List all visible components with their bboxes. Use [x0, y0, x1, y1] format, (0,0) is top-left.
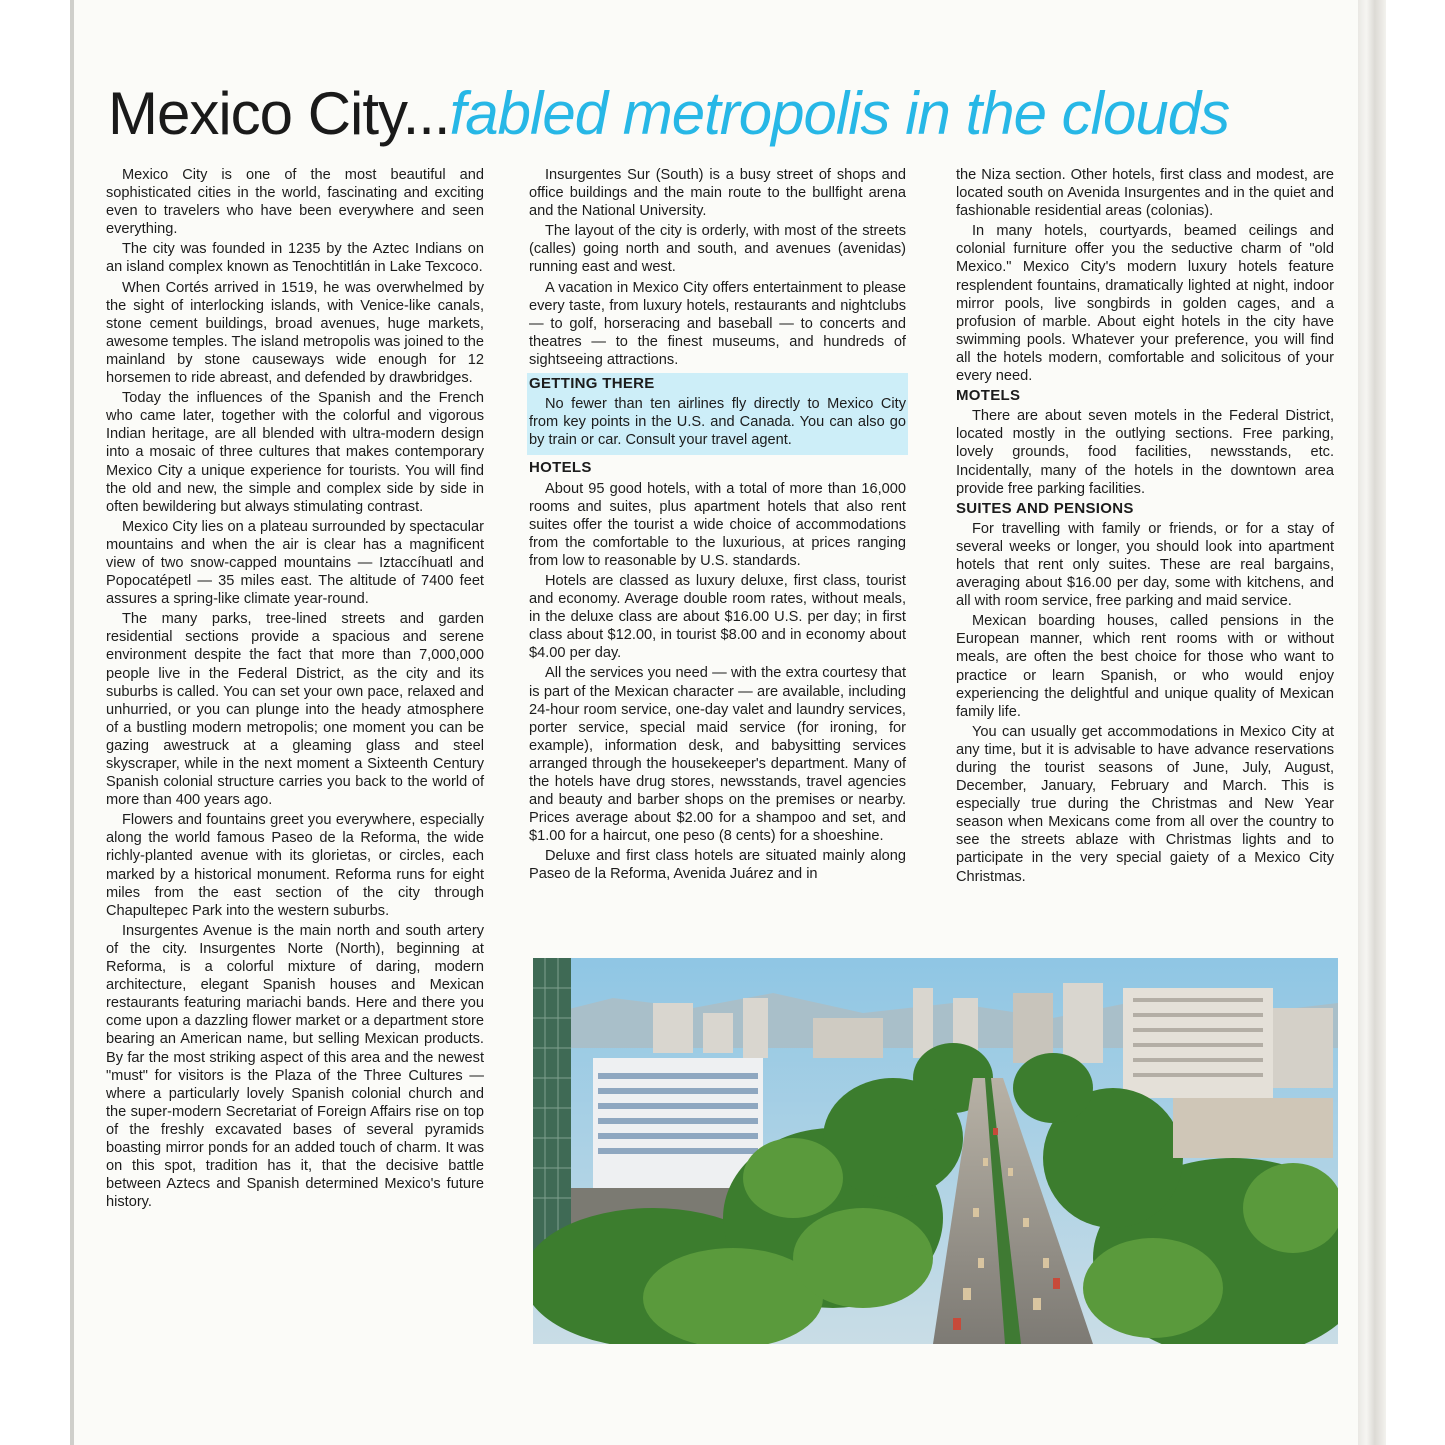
reforma-avenue-photo — [533, 958, 1338, 1344]
column-1 — [106, 166, 484, 1213]
paragraph: There are about seven motels in the Federal District, located mostly in the outlying sections. Free parking, lovely grounds, food facilities, newsstands, etc. Incidentally, many of the hotels in the downtown area provide free parking facilities. — [956, 408, 1334, 497]
paragraph: Insurgentes Sur (South) is a busy street of shops and office buildings and the main route to the bullfight arena and the National University. — [529, 167, 906, 220]
paragraph: All the services you need — with the extra courtesy that is part of the Mexican character — are available, including 24-hour room service, one-day valet and laundry services, porter service, special maid service (for ironing, for example), information desk, and babysitting services arranged through the housekeeper's department. Many of the hotels have drug stores, newsstands, travel agencies and beauty and barber shops on the premises or nearby. Prices average about $2.00 for a shampoo and set, and $1.00 for a haircut, one peso (8 cents) for a shoeshine. — [529, 665, 906, 845]
page-title — [108, 78, 1308, 150]
paragraph: Today the influences of the Spanish and the French who came later, together with the colorful and vigorous Indian heritage, are all blended with ultra-modern design into a mosaic of three cultures that makes contemporary Mexico City a unique experience for tourists. You will find the old and new, the simple and complex side by side in often bewildering but always stimulating contrast. — [106, 390, 484, 515]
paragraph: Mexico City lies on a plateau surrounded by spectacular mountains and when the air is clear has a magnificent view of two snow-capped mountains — Iztaccíhuatl and Popocatépetl — 35 miles east. The altitude of 7400 feet assures a spring-like climate year-round. — [106, 518, 484, 608]
paragraph: The many parks, tree-lined streets and garden residential sections provide a spacious and serene environment despite the fact that more than 7,000,000 people live in the Federal District, as the city and its suburbs is called. You can set your own pace, relaxed and unhurried, or you can plunge into the heady atmosphere of a bustling modern metropolis; one moment you can be gazing awestruck at a gleaming glass and steel skyscraper, while in the next moment a Sixteenth Century Spanish colonial structure carries you back to the world of more than 400 years ago. — [106, 611, 484, 809]
paragraph: the Niza section. Other hotels, first class and modest, are located south on Avenida Insurgentes and in the quiet and fashionable residential areas (colonias). — [956, 167, 1334, 220]
getting-there-text: No fewer than ten airlines fly directly to Mexico City from key points in the U.S. and Canada. You can also go by train or car. Consult your travel agent. — [529, 396, 906, 449]
getting-there-box — [527, 373, 908, 455]
paragraph: Deluxe and first class hotels are situated mainly along Paseo de la Reforma, Avenida Juárez and in — [529, 848, 906, 883]
paragraph: You can usually get accommodations in Mexico City at any time, but it is advisable to have advance reservations during the tourist seasons of June, July, August, December, January, February and March. This is especially true during the Christmas and New Year season when Mexicans come from all over the country to see the streets ablaze with Christmas lights and to participate in the very special gaiety of a Mexico City Christmas. — [956, 723, 1334, 885]
paragraph: Insurgentes Avenue is the main north and south artery of the city. Insurgentes Norte (North), beginning at Reforma, is a colorful mixture of daring, modern architecture, elegant Spanish houses and Mexican restaurants featuring mariachi bands. Here and there you come upon a dazzling flower market or a department store bearing an American name, but selling Mexican products. By far the most striking aspect of this area and the newest "must" for visitors is the Plaza of the Three Cultures — where a particularly lovely Spanish colonial church and the super-modern Secretariat of Foreign Affairs rise on top of the freshly excavated bases of several pyramids boasting mirror ponds for an added touch of charm. It was on this spot, tradition has it, that the decisive battle between Aztecs and Spanish determined Mexico's future history. — [106, 922, 484, 1211]
paragraph: About 95 good hotels, with a total of more than 16,000 rooms and suites, plus apartment hotels that also rent suites offer the tourist a wide choice of accommodations from the comfortable to the luxurious, at prices ranging from low to reasonable by U.S. standards. — [529, 480, 906, 569]
suites-heading: SUITES AND PENSIONS — [956, 499, 1134, 517]
hotels-heading: HOTELS — [529, 459, 592, 477]
paragraph: The city was founded in 1235 by the Aztec Indians on an island complex known as Tenochtitlán in Lake Texcoco. — [106, 241, 484, 276]
motels-heading: MOTELS — [956, 387, 1021, 405]
paragraph: Mexican boarding houses, called pensions in the European manner, which rent rooms with or without meals, are often the best choice for those who want to practice or learn Spanish, or who would enjoy experiencing the delightful and unique quality of Mexican family life. — [956, 613, 1334, 720]
title-main: Mexico City... — [108, 80, 450, 147]
paragraph: The layout of the city is orderly, with most of the streets (calles) going north and south, and avenues (avenidas) running east and west. — [529, 223, 906, 276]
paragraph: Flowers and fountains greet you everywhere, especially along the world famous Paseo de la Reforma, the wide richly-planted avenue with its glorietas, or circles, each marked by a historical monument. Reforma runs for eight miles from the east section of the city through Chapultepec Park into the western suburbs. — [106, 812, 484, 919]
column-2 — [529, 166, 906, 886]
paragraph: In many hotels, courtyards, beamed ceilings and colonial furniture offer you the seductive charm of "old Mexico." Mexico City's modern luxury hotels feature resplendent fountains, dramatically lighted at night, indoor mirror pools, live songbirds in golden cages, and a profusion of marble. About eight hotels in the city have swimming pools. Whatever your preference, you will find all the hotels modern, comfortable and solicitous of your every need. — [956, 223, 1334, 385]
title-accent: fabled metropolis in the clouds — [449, 80, 1230, 147]
paragraph: Hotels are classed as luxury deluxe, first class, tourist and economy. Average double room rates, without meals, in the deluxe class are about $16.00 U.S. per day; in first class about $12.00, in tourist $8.00 and in economy about $4.00 per day. — [529, 572, 906, 662]
getting-there-heading: GETTING THERE — [529, 375, 655, 393]
paragraph: A vacation in Mexico City offers entertainment to please every taste, from luxury hotels, restaurants and nightclubs — to golf, horseracing and baseball — to concerts and theatres — to the finest museums, and hundreds of sightseeing attractions. — [529, 279, 906, 368]
paragraph: When Cortés arrived in 1519, he was overwhelmed by the sight of interlocking islands, with Venice-like canals, stone cement buildings, broad avenues, huge markets, awesome temples. The island metropolis was joined to the mainland by stone causeways wide enough for 12 horsemen to ride abreast, and defended by drawbridges. — [106, 279, 484, 387]
column-3 — [956, 166, 1334, 888]
page-stack-edge — [1358, 0, 1386, 1445]
paragraph: Mexico City is one of the most beautiful and sophisticated cities in the world, fascinating and exciting even to travelers who have been everywhere and seen everything. — [106, 167, 484, 238]
city-aerial-illustration — [533, 958, 1338, 1344]
paragraph: For travelling with family or friends, or for a stay of several weeks or longer, you should look into apartment hotels that rent only suites. These are real bargains, averaging about $16.00 per day, some with kitchens, and all with room service, free parking and maid service. — [956, 520, 1334, 610]
